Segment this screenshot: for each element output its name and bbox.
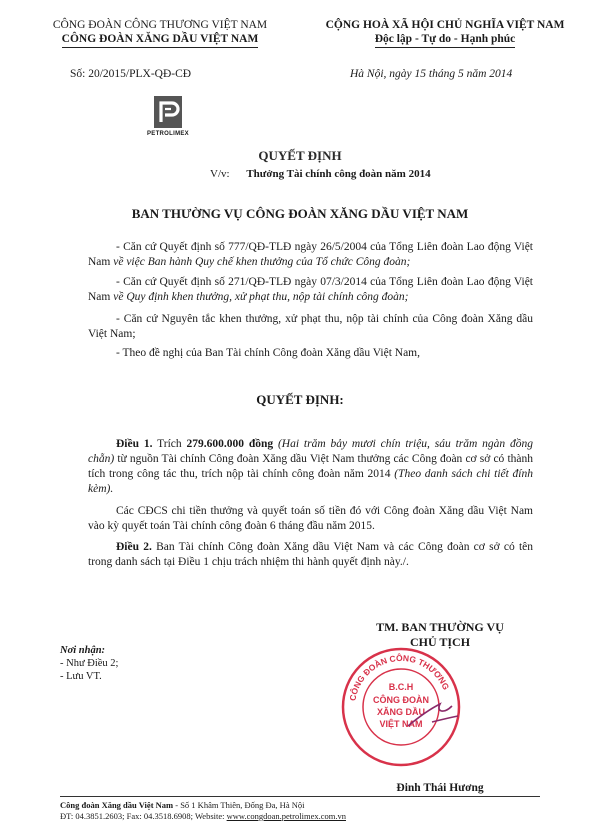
basis-italic: về việc Ban hành Quy chế khen thưởng của Tổ chức Công đoàn; xyxy=(113,256,411,268)
article-1-text: Trích xyxy=(152,438,187,450)
basis-text: - Căn cứ Quyết định số 777/QĐ-TLĐ ngày 26/5/2004 của Tổng Liên đoàn Lao động Việt Nam xyxy=(88,241,533,268)
official-stamp xyxy=(340,646,462,768)
basis-italic: về Quy định khen thưởng, xử phạt thu, nộp tài chính công đoàn; xyxy=(113,291,409,303)
footer-org: Công đoàn Xăng dầu Việt Nam xyxy=(60,800,174,810)
footer xyxy=(60,800,560,822)
footer-website-link[interactable]: www.congdoan.petrolimex.com.vn xyxy=(226,811,346,821)
issuing-organization xyxy=(40,18,280,48)
petrolimex-logo xyxy=(138,95,198,137)
motto: Độc lập - Tự do - Hạnh phúc xyxy=(375,32,516,48)
article-2-label: Điều 2. xyxy=(116,541,152,553)
basis-item xyxy=(88,312,533,342)
footer-contact: ĐT: 04.3851.2603; Fax: 04.3518.6908; Website: xyxy=(60,811,227,821)
award-amount: 279.600.000 đồng xyxy=(186,438,274,450)
footer-divider xyxy=(60,796,540,797)
country-name: CỘNG HOÀ XÃ HỘI CHỦ NGHĨA VIỆT NAM xyxy=(325,19,565,31)
national-motto xyxy=(300,18,590,48)
union-name: CÔNG ĐOÀN XĂNG DẦU VIỆT NAM xyxy=(62,32,259,48)
basis-item xyxy=(88,346,533,361)
signer-name: Đinh Thái Hương xyxy=(396,782,484,794)
parent-union-name: CÔNG ĐOÀN CÔNG THƯƠNG VIỆT NAM xyxy=(52,19,268,31)
stamp-ring-text: CÔNG ĐOÀN CÔNG THƯƠNG xyxy=(347,652,452,702)
recipient-item: - Như Điều 2; xyxy=(60,658,119,669)
basis-text: - Theo đề nghị của Ban Tài chính Công đoàn Xăng dầu Việt Nam, xyxy=(116,347,420,359)
article-1 xyxy=(88,437,533,497)
article-1-label: Điều 1. xyxy=(116,438,153,450)
subject-text: Thưởng Tài chính công đoàn năm 2014 xyxy=(246,168,431,180)
footer-address: - Số 1 Khâm Thiên, Đống Đa, Hà Nội xyxy=(173,800,305,810)
logo-text: PETROLIMEX xyxy=(146,131,189,137)
subject-line xyxy=(210,168,431,180)
basis-text: - Căn cứ Nguyên tắc khen thưởng, xử phạt thu, nộp tài chính của Công đoàn Xăng dầu Việt Nam; xyxy=(88,313,533,340)
recipients xyxy=(60,644,118,683)
document-title: QUYẾT ĐỊNH xyxy=(258,148,342,163)
document-number: Số: 20/2015/PLX-QĐ-CĐ xyxy=(70,68,192,80)
decision-heading: QUYẾT ĐỊNH: xyxy=(256,392,344,407)
article-1-text: từ nguồn Tài chính Công đoàn Xăng dầu Việt Nam thưởng các Công đoàn cơ sở có thành tích trong công tác thu, trích nộp tài chính công đoàn năm 2014 xyxy=(88,453,533,480)
attachment-note: (Theo danh sách chi tiết đính kèm). xyxy=(88,468,534,495)
basis-item xyxy=(88,240,533,270)
signature-title-line2: CHỦ TỊCH xyxy=(409,635,471,649)
amount-in-words: (Hai trăm bảy mươi chín triệu, sáu trăm ngàn đồng chẵn) xyxy=(88,438,534,465)
signature-title-line1: TM. BAN THƯỜNG VỤ xyxy=(376,620,504,634)
article-1-paragraph-2: Các CĐCS chi tiền thưởng và quyết toán số tiền đó với Công đoàn Xăng dầu Việt Nam vào kỳ quyết toán Tài chính công đoàn 6 tháng đầu năm 2015. xyxy=(88,505,533,532)
document-date: Hà Nội, ngày 15 tháng 5 năm 2014 xyxy=(350,68,513,80)
recipient-item: - Lưu VT. xyxy=(60,671,102,682)
stamp-line3: XĂNG DẦU xyxy=(376,707,426,717)
recipients-heading: Nơi nhận: xyxy=(60,645,106,656)
basis-item xyxy=(88,275,533,305)
article-2 xyxy=(88,540,533,570)
basis-text: - Căn cứ Quyết định số 271/QĐ-TLĐ ngày 07/3/2014 của Tổng Liên đoàn Lao động Việt Nam xyxy=(88,276,533,303)
subject-prefix: V/v: xyxy=(210,168,230,180)
article-2-text: Ban Tài chính Công đoàn Xăng dầu Việt Nam và các Công đoàn cơ sở có tên trong danh sách tại Điều 1 chịu trách nhiệm thi hành quyết định này./. xyxy=(88,541,534,568)
stamp-line1: B.C.H xyxy=(388,682,414,692)
petrolimex-logo-icon xyxy=(153,95,183,129)
issuer-heading: BAN THƯỜNG VỤ CÔNG ĐOÀN XĂNG DẦU VIỆT NAM xyxy=(131,206,469,221)
stamp-line4: VIỆT NAM xyxy=(379,719,423,729)
stamp-line2: CÔNG ĐOÀN xyxy=(373,695,429,705)
